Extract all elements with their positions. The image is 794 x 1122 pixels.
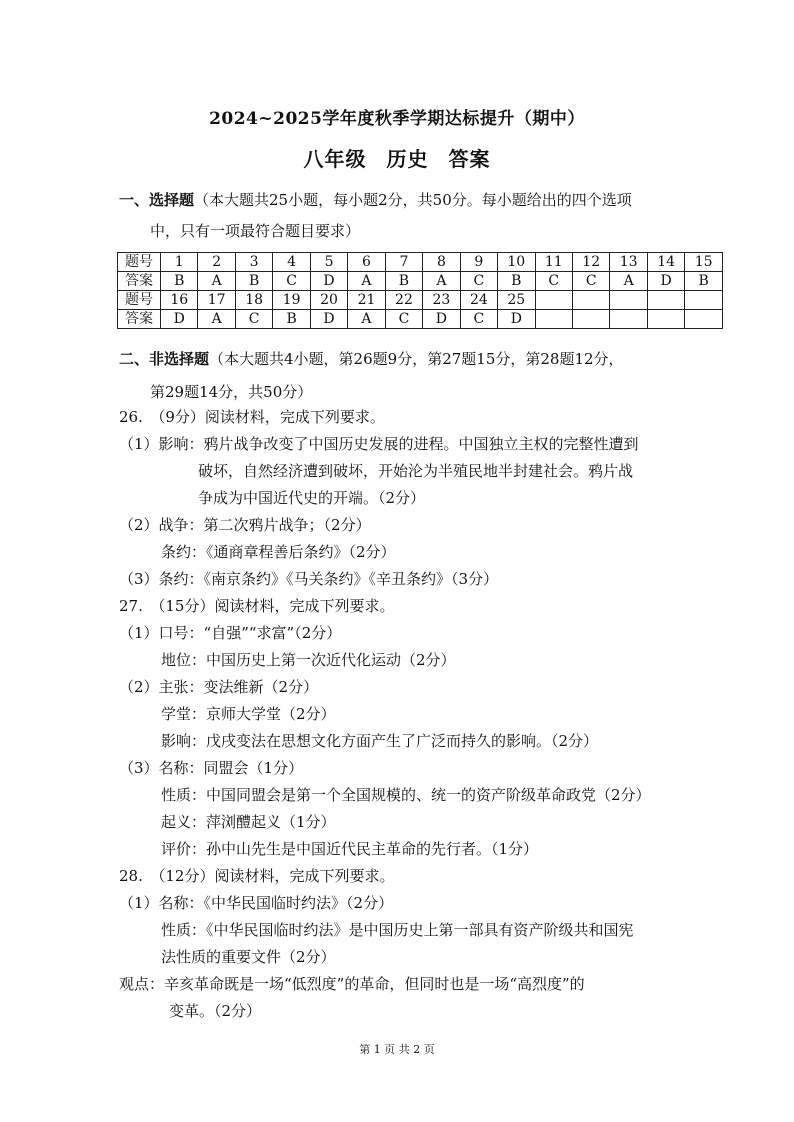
section1-desc1: （本大题共25小题，每小题2分，共50分。每小题给出的四个选项 bbox=[194, 191, 632, 209]
answer-cell: D bbox=[423, 310, 460, 329]
question-number-cell: 20 bbox=[310, 291, 347, 310]
answer-cell: D bbox=[310, 272, 347, 291]
answer-cell: B bbox=[235, 272, 272, 291]
question-number-cell bbox=[535, 291, 572, 310]
table-header-cell: 题号 bbox=[118, 253, 161, 272]
answer-line: （3）条约：《南京条约》《马关条约》《辛丑条约》（3分） bbox=[119, 570, 499, 588]
question-number-cell: 3 bbox=[235, 253, 272, 272]
question-number-cell: 15 bbox=[685, 253, 723, 272]
section1-heading: 一、选择题 bbox=[119, 191, 195, 209]
answer-cell: B bbox=[161, 272, 198, 291]
question-number-cell: 7 bbox=[385, 253, 422, 272]
question-number-cell: 14 bbox=[647, 253, 684, 272]
answer-cell: D bbox=[498, 310, 535, 329]
answer-cell: C bbox=[235, 310, 272, 329]
answer-cell bbox=[610, 310, 647, 329]
table-header-cell: 答案 bbox=[118, 272, 161, 291]
q26-header: 26. （9分）阅读材料，完成下列要求。 bbox=[119, 408, 385, 426]
answer-cell: A bbox=[348, 272, 385, 291]
section1-line1 bbox=[119, 190, 632, 210]
answer-line: 性质：中国同盟会是第一个全国规模的、统一的资产阶级革命政党（2分） bbox=[161, 786, 651, 804]
grade-label: 八年级 bbox=[303, 147, 367, 171]
table-row-a2 bbox=[118, 310, 723, 329]
answer-cell: A bbox=[610, 272, 647, 291]
answer-cell: A bbox=[198, 272, 235, 291]
answer-cell: B bbox=[685, 272, 723, 291]
question-number-cell: 5 bbox=[310, 253, 347, 272]
page-footer: 第 1 页 共 2 页 bbox=[359, 1043, 435, 1056]
answer-cell bbox=[535, 310, 572, 329]
question-number-cell: 19 bbox=[273, 291, 310, 310]
question-number-cell bbox=[685, 291, 723, 310]
answer-line: 条约：《通商章程善后条约》（2分） bbox=[161, 543, 396, 561]
answer-line: 影响：戊戌变法在思想文化方面产生了广泛而持久的影响。（2分） bbox=[161, 732, 599, 750]
answer-cell: A bbox=[423, 272, 460, 291]
answer-cell: C bbox=[572, 272, 609, 291]
q28-header: 28. （12分）阅读材料，完成下列要求。 bbox=[119, 867, 395, 885]
question-number-cell: 13 bbox=[610, 253, 647, 272]
answer-cell: B bbox=[498, 272, 535, 291]
exam-title: 2024~2025学年度秋季学期达标提升（期中） bbox=[209, 109, 585, 129]
question-number-cell: 16 bbox=[161, 291, 198, 310]
answer-line: 破坏，自然经济遭到破坏，开始沦为半殖民地半封建社会。鸦片战 bbox=[198, 462, 634, 480]
table-row-q2 bbox=[118, 291, 723, 310]
question-number-cell: 8 bbox=[423, 253, 460, 272]
question-number-cell: 2 bbox=[198, 253, 235, 272]
question-number-cell bbox=[572, 291, 609, 310]
table-header-cell: 题号 bbox=[118, 291, 161, 310]
question-number-cell: 9 bbox=[460, 253, 497, 272]
exam-subtitle bbox=[0, 143, 794, 172]
question-number-cell: 11 bbox=[535, 253, 572, 272]
answer-line: 地位：中国历史上第一次近代化运动（2分） bbox=[161, 651, 456, 669]
table-header-cell: 答案 bbox=[118, 310, 161, 329]
answer-line: 变革。（2分） bbox=[169, 1002, 262, 1020]
answer-cell: B bbox=[385, 272, 422, 291]
answer-cell bbox=[647, 310, 684, 329]
question-number-cell: 21 bbox=[348, 291, 385, 310]
question-number-cell: 25 bbox=[498, 291, 535, 310]
question-number-cell: 10 bbox=[498, 253, 535, 272]
answer-line: （1）口号：“自强”“求富”（2分） bbox=[119, 624, 342, 642]
question-number-cell: 12 bbox=[572, 253, 609, 272]
answer-line: 法性质的重要文件（2分） bbox=[161, 948, 336, 966]
answer-line: 观点：辛亥革命既是一场“低烈度”的革命，但同时也是一场“高烈度”的 bbox=[119, 975, 585, 993]
section2-desc1: （本大题共4小题，第26题9分，第27题15分，第28题12分， bbox=[209, 350, 624, 368]
q27-header: 27. （15分）阅读材料，完成下列要求。 bbox=[119, 597, 395, 615]
question-number-cell: 22 bbox=[385, 291, 422, 310]
question-number-cell bbox=[610, 291, 647, 310]
section2-line1 bbox=[119, 349, 624, 369]
answer-cell: A bbox=[198, 310, 235, 329]
answer-line: （1）名称：《中华民国临时约法》（2分） bbox=[119, 894, 394, 912]
question-number-cell: 18 bbox=[235, 291, 272, 310]
answer-cell bbox=[572, 310, 609, 329]
answer-cell: C bbox=[535, 272, 572, 291]
answer-line: 起义：萍浏醴起义（1分） bbox=[161, 813, 336, 831]
answer-line: 争成为中国近代史的开端。（2分） bbox=[198, 489, 426, 507]
question-number-cell: 6 bbox=[348, 253, 385, 272]
question-number-cell: 23 bbox=[423, 291, 460, 310]
answer-cell bbox=[685, 310, 723, 329]
answer-table bbox=[117, 252, 723, 329]
answer-cell: D bbox=[647, 272, 684, 291]
answer-line: 性质：《中华民国临时约法》是中国历史上第一部具有资产阶级共和国宪 bbox=[161, 921, 634, 939]
answer-label: 答案 bbox=[448, 147, 491, 171]
question-number-cell: 24 bbox=[460, 291, 497, 310]
answer-line: （2）主张：变法维新（2分） bbox=[119, 678, 319, 696]
answer-cell: C bbox=[460, 310, 497, 329]
table-row-a1 bbox=[118, 272, 723, 291]
section1-desc2: 中，只有一项最符合题目要求） bbox=[150, 222, 361, 240]
subject-label: 历史 bbox=[386, 147, 429, 171]
question-number-cell bbox=[647, 291, 684, 310]
answer-cell: D bbox=[161, 310, 198, 329]
answer-cell: C bbox=[273, 272, 310, 291]
answer-line: （3）名称：同盟会（1分） bbox=[119, 759, 304, 777]
answer-cell: C bbox=[460, 272, 497, 291]
answer-cell: A bbox=[348, 310, 385, 329]
answer-cell: C bbox=[385, 310, 422, 329]
section2-desc2: 第29题14分，共50分） bbox=[150, 383, 313, 401]
question-number-cell: 4 bbox=[273, 253, 310, 272]
question-number-cell: 1 bbox=[161, 253, 198, 272]
section2-heading: 二、非选择题 bbox=[119, 350, 210, 368]
answer-line: 学堂：京师大学堂（2分） bbox=[161, 705, 336, 723]
answer-cell: D bbox=[310, 310, 347, 329]
answer-line: 评价：孙中山先生是中国近代民主革命的先行者。（1分） bbox=[161, 840, 539, 858]
question-number-cell: 17 bbox=[198, 291, 235, 310]
answer-line: （2）战争：第二次鸦片战争；（2分） bbox=[119, 516, 371, 534]
answer-cell: B bbox=[273, 310, 310, 329]
answer-line: （1）影响：鸦片战争改变了中国历史发展的进程。中国独立主权的完整性遭到 bbox=[119, 435, 639, 453]
table-row-q1 bbox=[118, 253, 723, 272]
